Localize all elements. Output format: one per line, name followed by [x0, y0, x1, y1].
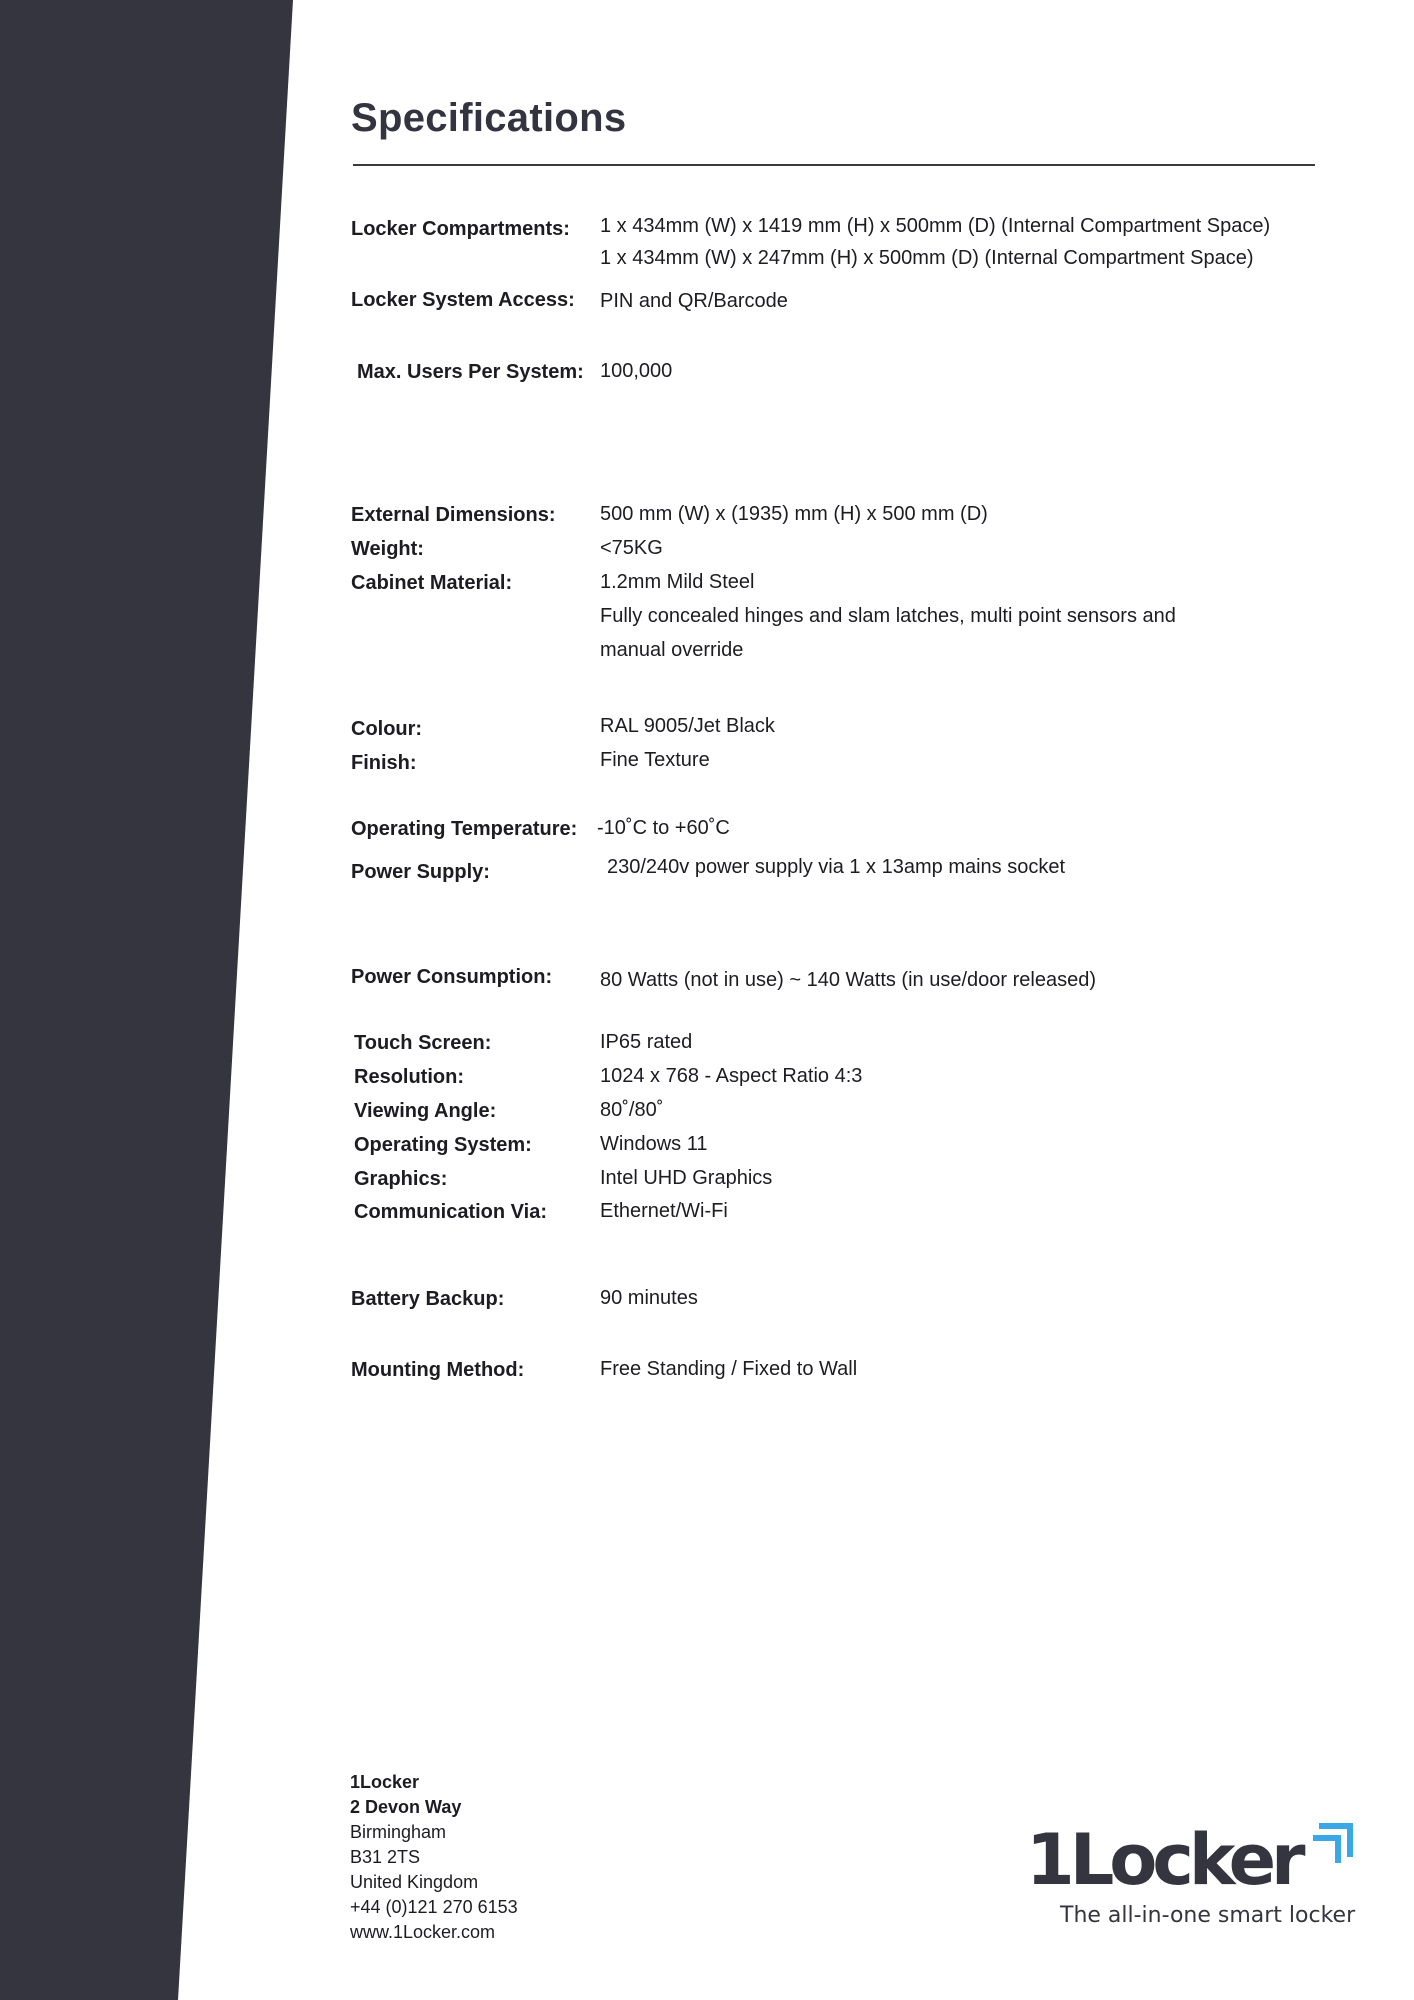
- resolution-value: 1024 x 768 - Aspect Ratio 4:3: [600, 1065, 863, 1087]
- power-consumption-label: Power Consumption:: [351, 966, 553, 988]
- logo-tagline: The all-in-one smart locker: [1060, 1903, 1356, 1928]
- power-supply-value: 230/240v power supply via 1 x 13amp mains socket: [607, 856, 1066, 878]
- colour-label: Colour:: [351, 718, 423, 740]
- viewing-angle-value: 80˚/80˚: [600, 1099, 664, 1121]
- colour-value: RAL 9005/Jet Black: [600, 715, 775, 737]
- logo-wordmark: 1Locker: [1026, 1819, 1301, 1901]
- weight-value: <75KG: [600, 537, 663, 559]
- company-name: 1Locker: [350, 1772, 420, 1792]
- side-color-band: [0, 0, 300, 2000]
- operating-system-label: Operating System:: [354, 1134, 532, 1156]
- address-street: 2 Devon Way: [350, 1797, 462, 1817]
- operating-system-value: Windows 11: [600, 1133, 708, 1155]
- mounting-method-label: Mounting Method:: [351, 1359, 525, 1381]
- page-title: Specifications: [351, 96, 627, 140]
- company-phone: +44 (0)121 270 6153: [350, 1897, 518, 1917]
- mounting-method-value: Free Standing / Fixed to Wall: [600, 1358, 858, 1380]
- graphics-label: Graphics:: [354, 1168, 448, 1190]
- resolution-label: Resolution:: [354, 1066, 464, 1088]
- company-logo: [1026, 1818, 1366, 1928]
- power-supply-label: Power Supply:: [351, 861, 490, 883]
- company-website: www.1Locker.com: [350, 1922, 496, 1942]
- address-city: Birmingham: [350, 1822, 447, 1842]
- double-chevron-arrow-icon: [1316, 1826, 1350, 1860]
- compartments-value-1: 1 x 434mm (W) x 1419 mm (H) x 500mm (D) (Internal Compartment Space): [600, 215, 1271, 237]
- power-consumption-value: 80 Watts (not in use) ~ 140 Watts (in use/door released): [600, 969, 1096, 991]
- external-dimensions-value: 500 mm (W) x (1935) mm (H) x 500 mm (D): [600, 503, 988, 525]
- touch-screen-label: Touch Screen:: [354, 1032, 492, 1054]
- finish-label: Finish:: [351, 752, 417, 774]
- operating-temperature-label: Operating Temperature:: [351, 818, 578, 840]
- operating-temperature-value: -10˚C to +60˚C: [597, 817, 730, 839]
- touch-screen-value: IP65 rated: [600, 1031, 693, 1053]
- max-users-value: 100,000: [600, 360, 673, 382]
- viewing-angle-label: Viewing Angle:: [354, 1100, 497, 1122]
- weight-label: Weight:: [351, 538, 424, 560]
- cabinet-material-note-1: Fully concealed hinges and slam latches, multi point sensors and: [600, 605, 1176, 627]
- cabinet-material-note-2: manual override: [600, 639, 744, 661]
- title-divider: [353, 164, 1315, 166]
- finish-value: Fine Texture: [600, 749, 710, 771]
- cabinet-material-value: 1.2mm Mild Steel: [600, 571, 755, 593]
- address-postcode: B31 2TS: [350, 1847, 421, 1867]
- cabinet-material-label: Cabinet Material:: [351, 572, 513, 594]
- external-dimensions-label: External Dimensions:: [351, 504, 556, 526]
- graphics-value: Intel UHD Graphics: [600, 1167, 773, 1189]
- communication-value: Ethernet/Wi-Fi: [600, 1200, 728, 1222]
- max-users-label: Max. Users Per System:: [357, 361, 584, 383]
- battery-backup-value: 90 minutes: [600, 1287, 698, 1309]
- compartments-label: Locker Compartments:: [351, 218, 570, 240]
- access-label: Locker System Access:: [351, 289, 575, 311]
- company-address: [350, 1770, 518, 1945]
- battery-backup-label: Battery Backup:: [351, 1288, 505, 1310]
- access-value: PIN and QR/Barcode: [600, 290, 788, 312]
- compartments-value-2: 1 x 434mm (W) x 247mm (H) x 500mm (D) (Internal Compartment Space): [600, 247, 1254, 269]
- address-country: United Kingdom: [350, 1872, 479, 1892]
- communication-label: Communication Via:: [354, 1201, 547, 1223]
